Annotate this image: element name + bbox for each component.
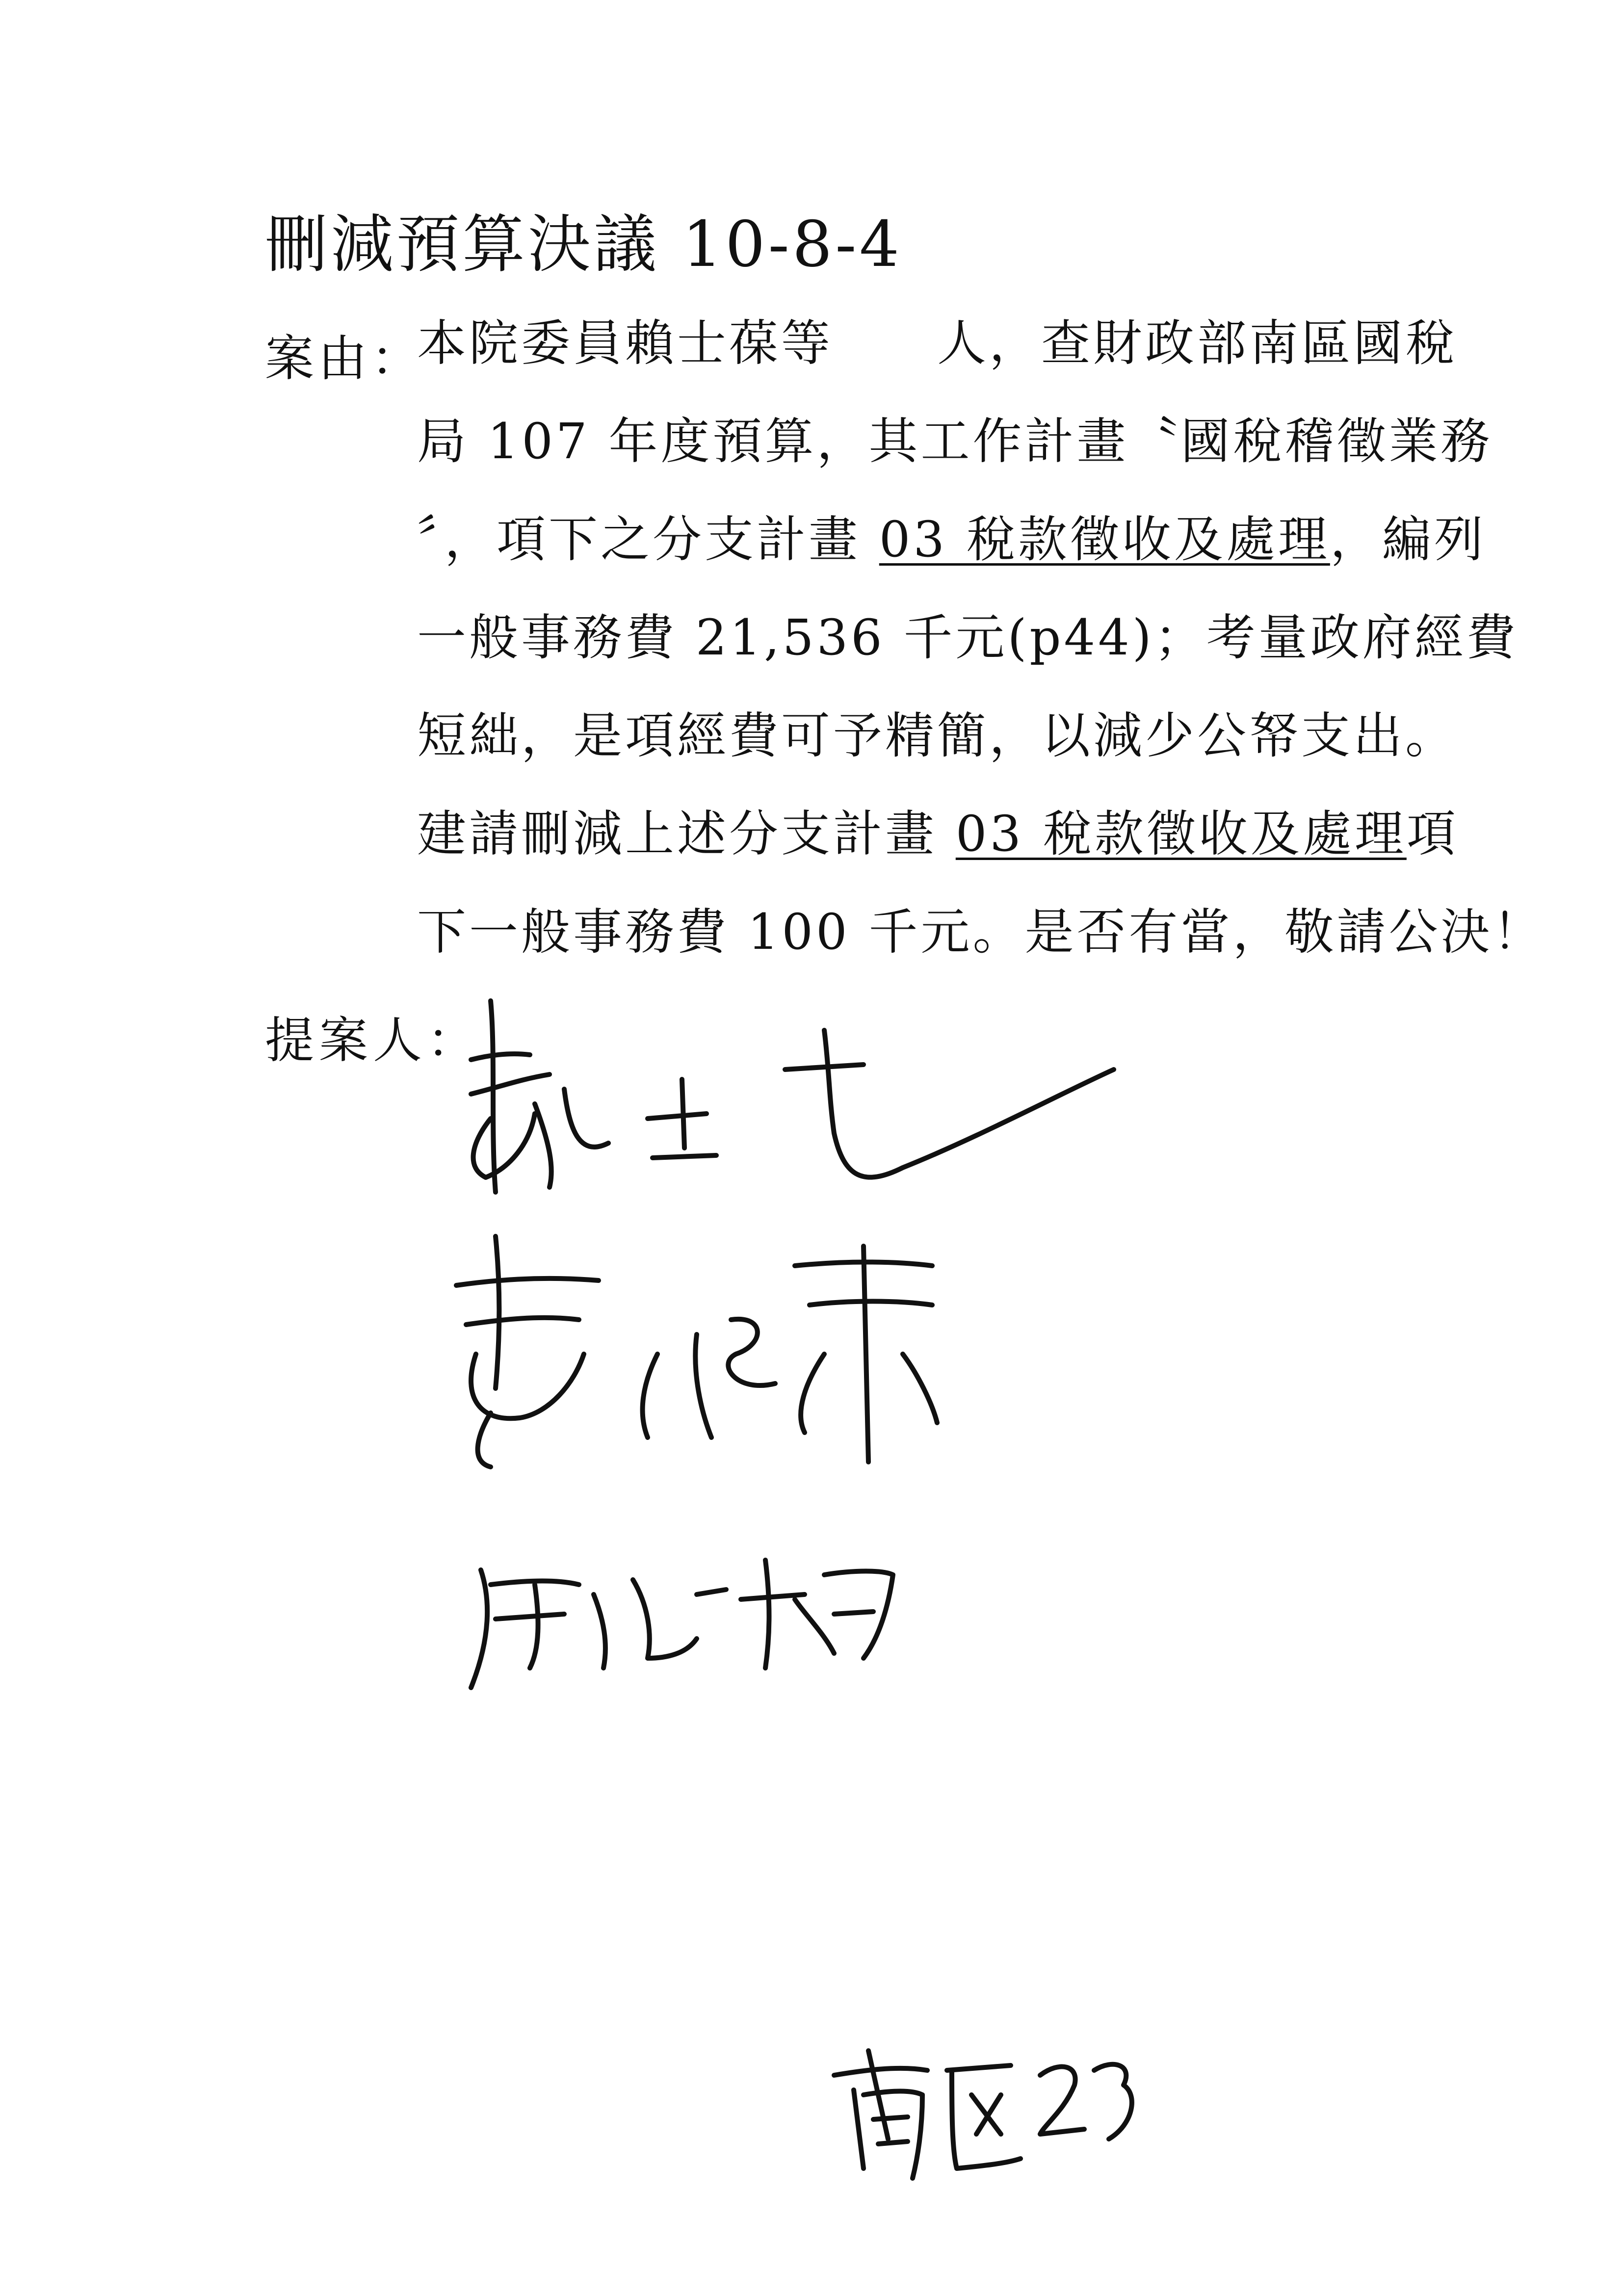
- reason-label: 案由：: [265, 330, 424, 387]
- reason-text: 短絀，是項經費可予精簡，以減少公帑支出。: [417, 707, 1457, 764]
- underlined-plan-name: 03 稅款徵收及處理: [955, 805, 1407, 862]
- signature-1: [471, 1001, 1114, 1192]
- signature-2: [456, 1236, 937, 1467]
- page-title: 刪減預算決議 10-8-4: [265, 208, 902, 281]
- signature-3: [471, 1560, 893, 1688]
- reason-text: 項: [1406, 805, 1459, 862]
- reason-text: 〞，項下之分支計畫: [417, 511, 879, 568]
- reason-text: 下一般事務費 100 千元。是否有當，敬請公決！: [417, 903, 1545, 961]
- handwritten-note: [834, 2051, 1132, 2178]
- reason-text: 建請刪減上述分支計畫: [417, 805, 956, 862]
- proposer-label: 提案人：: [265, 1012, 481, 1069]
- reason-text: ，編列: [1330, 511, 1486, 568]
- reason-text: 局 107 年度預算，其工作計畫〝國稅稽徵業務: [417, 413, 1493, 470]
- reason-text: 本院委員賴士葆等 人，查財政部南區國稅: [417, 314, 1457, 372]
- reason-text: 一般事務費 21,536 千元(p44)；考量政府經費: [417, 609, 1519, 666]
- underlined-plan-name: 03 稅款徵收及處理: [879, 511, 1330, 568]
